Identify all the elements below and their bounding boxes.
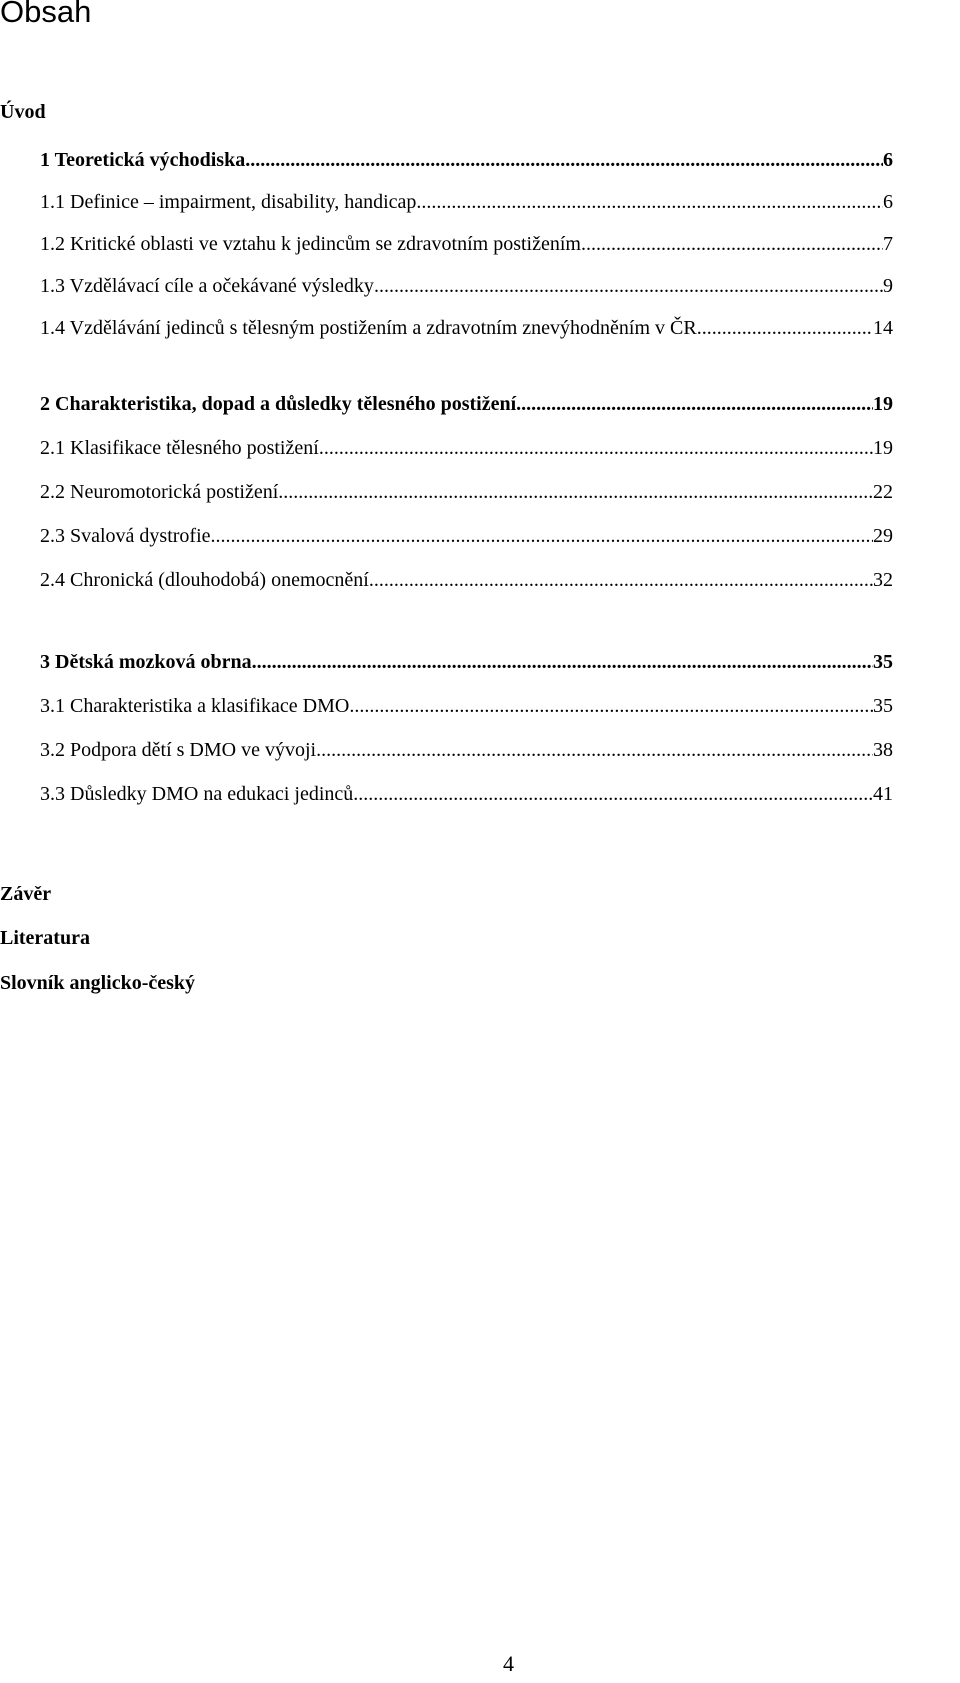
toc-page-number: 22 — [873, 481, 893, 503]
toc-leader-dots — [278, 476, 873, 508]
toc-section-1-2 — [40, 228, 893, 260]
toc-section-1-1 — [40, 186, 893, 218]
toc-leader-dots — [353, 778, 873, 810]
toc-section-label: 2.2 Neuromotorická postižení — [40, 481, 279, 503]
toc-leader-dots — [252, 646, 873, 678]
toc-chapter-3 — [40, 646, 893, 678]
page-number: 4 — [503, 1651, 514, 1676]
toc-page-number: 7 — [883, 233, 893, 255]
toc-page-number: 6 — [883, 191, 893, 213]
toc-chapter-label: 1 Teoretická východiska — [40, 149, 246, 171]
toc-page-number: 14 — [873, 317, 893, 339]
toc-section-label: 1.3 Vzdělávací cíle a očekávané výsledky — [40, 275, 374, 297]
toc-section-1-3 — [40, 270, 893, 302]
toc-glossary: Slovník anglicko-český — [0, 972, 196, 994]
toc-page-number: 29 — [873, 525, 893, 547]
toc-literature: Literatura — [0, 927, 90, 949]
toc-page-number: 38 — [873, 739, 893, 761]
toc-intro: Úvod — [0, 101, 46, 123]
toc-chapter-label: 2 Charakteristika, dopad a důsledky tělesného postižení — [40, 393, 517, 415]
toc-leader-dots — [416, 186, 883, 218]
toc-section-2-2 — [40, 476, 893, 508]
toc-leader-dots — [349, 690, 873, 722]
toc-section-label: 1.4 Vzdělávání jedinců s tělesným postižením a zdravotním znevýhodněním v ČR — [40, 317, 697, 339]
toc-leader-dots — [581, 228, 883, 260]
toc-section-label: 3.1 Charakteristika a klasifikace DMO — [40, 695, 350, 717]
toc-page-number: 19 — [873, 393, 893, 415]
toc-section-1-4 — [40, 312, 893, 344]
toc-page-number: 32 — [873, 569, 893, 591]
toc-leader-dots — [211, 520, 873, 552]
toc-section-2-4 — [40, 564, 893, 596]
toc-leader-dots — [316, 734, 873, 766]
toc-conclusion: Závěr — [0, 883, 52, 905]
toc-section-label: 1.1 Definice – impairment, disability, handicap — [40, 191, 417, 213]
page-title: Obsah — [0, 0, 92, 29]
toc-page-number: 35 — [873, 695, 893, 717]
toc-page-number: 6 — [883, 149, 893, 171]
toc-section-label: 1.2 Kritické oblasti ve vztahu k jedincům se zdravotním postižením — [40, 233, 581, 255]
toc-leader-dots — [374, 270, 883, 302]
toc-section-2-1 — [40, 432, 893, 464]
toc-section-2-3 — [40, 520, 893, 552]
toc-chapter-1 — [40, 144, 893, 176]
toc-leader-dots — [369, 564, 873, 596]
toc-page-number: 19 — [873, 437, 893, 459]
toc-leader-dots — [245, 144, 883, 176]
toc-section-3-3 — [40, 778, 893, 810]
toc-section-label: 3.3 Důsledky DMO na edukaci jedinců — [40, 783, 354, 805]
toc-page-number: 35 — [873, 651, 893, 673]
toc-page-number: 41 — [873, 783, 893, 805]
toc-chapter-label: 3 Dětská mozková obrna — [40, 651, 252, 673]
toc-section-3-2 — [40, 734, 893, 766]
toc-section-label: 2.4 Chronická (dlouhodobá) onemocnění — [40, 569, 369, 591]
toc-section-label: 2.3 Svalová dystrofie — [40, 525, 211, 547]
toc-section-label: 2.1 Klasifikace tělesného postižení — [40, 437, 319, 459]
toc-leader-dots — [516, 388, 873, 420]
toc-page-number: 9 — [883, 275, 893, 297]
toc-chapter-2 — [40, 388, 893, 420]
toc-section-label: 3.2 Podpora dětí s DMO ve vývoji — [40, 739, 317, 761]
toc-section-3-1 — [40, 690, 893, 722]
toc-leader-dots — [697, 312, 873, 344]
toc-leader-dots — [319, 432, 873, 464]
